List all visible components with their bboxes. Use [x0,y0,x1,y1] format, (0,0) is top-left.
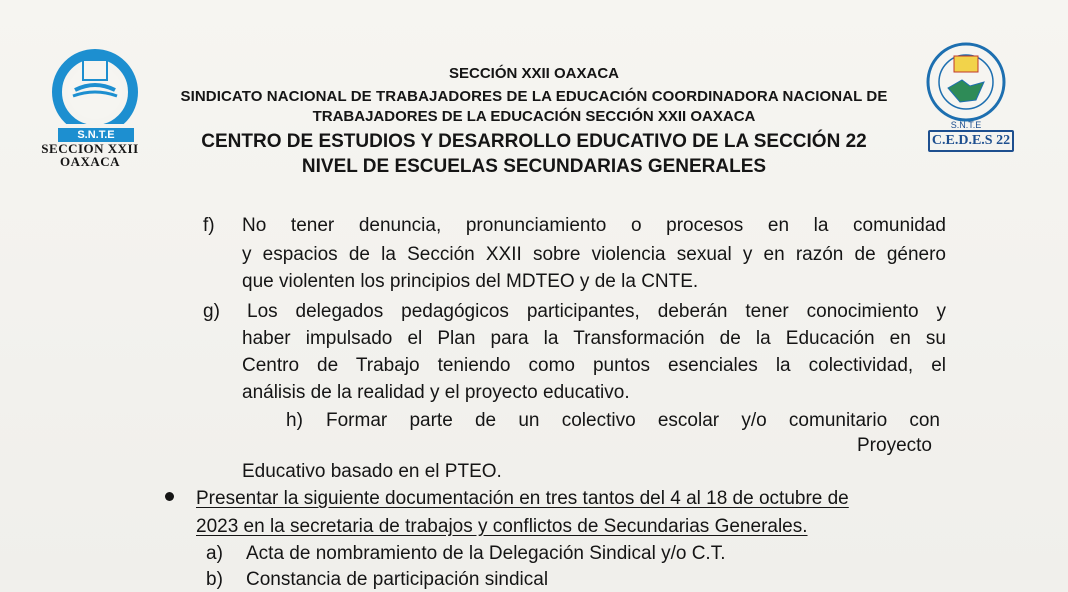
header-line-1: SECCIÓN XXII OAXACA [448,65,620,82]
sub-item-a-marker: a) [206,543,223,564]
bullet-line-1: Presentar la siguiente documentación en tres tantos del 4 al 18 de octubre de [196,488,849,509]
item-h-line-1: Formar parte de un colectivo escolar y/o comunitario con [326,410,940,431]
item-f-marker: f) [203,215,215,236]
item-g-line-4: análisis de la realidad y el proyecto educativo. [242,382,630,403]
item-f-line-1: No tener denuncia, pronunciamiento o procesos en la comunidad [242,215,946,236]
sub-item-a-text: Acta de nombramiento de la Delegación Sindical y/o C.T. [246,543,726,564]
logo-left-caption-line1: SECCION XXII [41,141,139,156]
logo-right-badge: S.N.T.E [950,120,982,130]
header-line-2: SINDICATO NACIONAL DE TRABAJADORES DE LA EDUCACIÓN COORDINADORA NACIONAL DE [180,88,888,105]
item-g-marker: g) [203,301,220,322]
header-line-5: NIVEL DE ESCUELAS SECUNDARIAS GENERALES [301,156,767,177]
logo-left-caption-line2: OAXACA [59,154,121,169]
item-h-line-2: Proyecto [857,435,932,456]
item-h-marker: h) [286,410,303,431]
item-f-line-3: que violenten los principios del MDTEO y de la CNTE. [242,271,699,292]
item-f-line-2: y espacios de la Sección XXII sobre violencia sexual y en razón de género [242,244,946,265]
header-line-4: CENTRO DE ESTUDIOS Y DESARROLLO EDUCATIVO DE LA SECCIÓN 22 [201,131,867,152]
logo-left-badge: S.N.T.E [58,128,134,142]
item-g-line-1: Los delegados pedagógicos participantes, deberán tener conocimiento y [247,301,946,322]
bullet-line-2: 2023 en la secretaria de trabajos y conflictos de Secundarias Generales. [196,516,808,537]
header-line-3: TRABAJADORES DE LA EDUCACIÓN SECCIÓN XXII OAXACA [312,108,756,125]
item-g-line-3: Centro de Trabajo teniendo como puntos esenciales la colectividad, el [242,355,946,376]
item-h-line-3: Educativo basado en el PTEO. [242,461,502,482]
item-g-line-2: haber impulsado el Plan para la Transformación de la Educación en su [242,328,946,349]
sub-item-b-marker: b) [206,569,223,590]
sub-item-b-text: Constancia de participación sindical [246,569,549,590]
logo-right-name: C.E.D.E.S 22 [928,130,1014,152]
bullet-dot [165,492,174,501]
